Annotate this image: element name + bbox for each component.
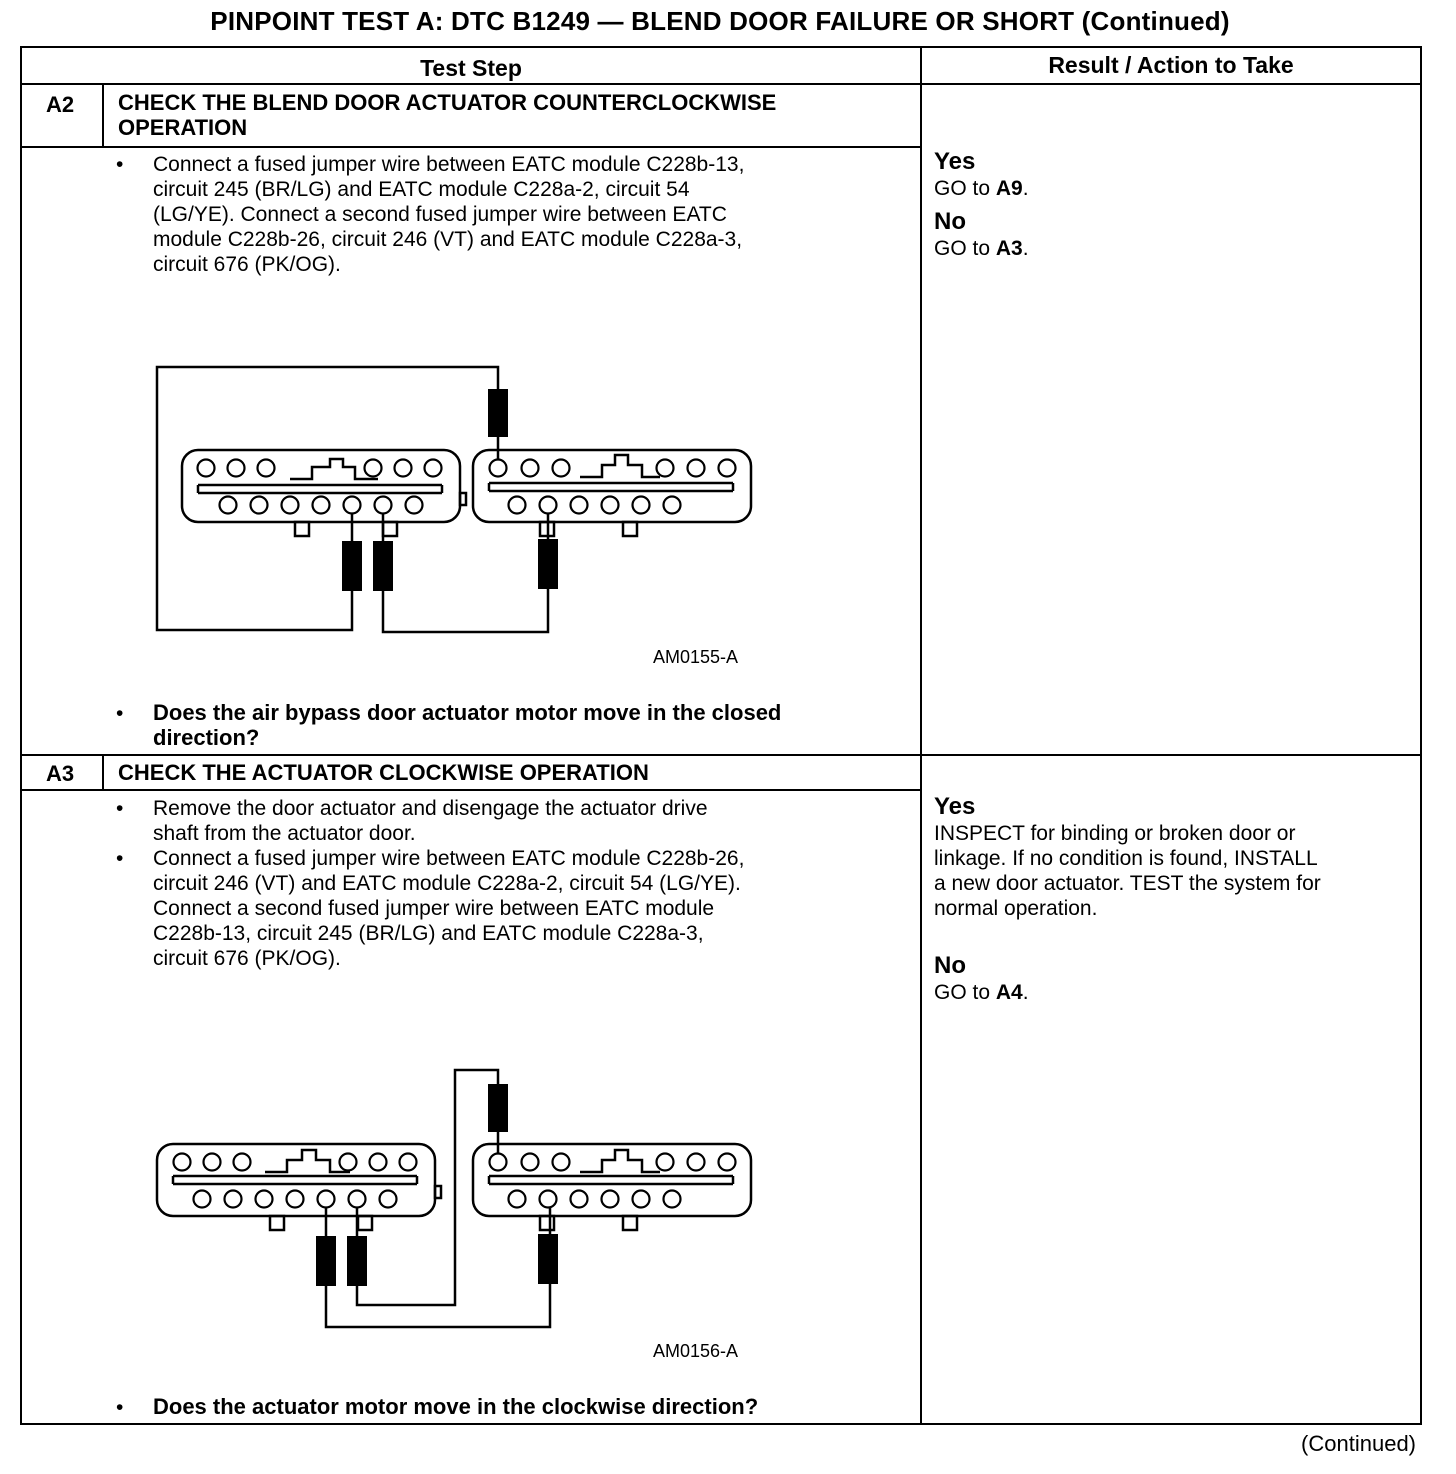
result-a3-yes: Yes INSPECT for binding or broken door or linkage. If no condition is found, INSTALL a new door actuator. TEST the system for normal operation.: [934, 793, 1321, 920]
header-result: Result / Action to Take: [1048, 52, 1294, 78]
column-divider: [920, 46, 922, 1425]
instruction-a3-1: Remove the door actuator and disengage the actuator drive shaft from the actuator door.: [153, 797, 708, 845]
page-title: PINPOINT TEST A: DTC B1249 — BLEND DOOR FAILURE OR SHORT (Continued): [210, 6, 1230, 36]
instruction-a2: Connect a fused jumper wire between EATC module C228b-13, circuit 245 (BR/LG) and EATC module C228a-2, circuit 54 (LG/YE). Connect a second fused jumper wire between EATC module C228b-26, circuit 246 (VT) and EATC module C228a-3, circuit 676 (PK/OG).: [153, 153, 745, 276]
step-title-a3: CHECK THE ACTUATOR CLOCKWISE OPERATION: [118, 760, 649, 785]
table-border-top: [20, 46, 1422, 48]
table-border-left: [20, 46, 22, 1425]
continued-note: (Continued): [1301, 1431, 1416, 1456]
bullet: •: [116, 847, 124, 870]
figure-label-a3: AM0156-A: [653, 1341, 739, 1361]
result-a2-yes: Yes GO to A9.: [934, 148, 1029, 200]
step-divider: [20, 754, 1422, 756]
step-id-a2: A2: [46, 92, 75, 117]
table-border-bottom: [20, 1423, 1422, 1425]
connector-diagram-a3: [140, 1060, 780, 1350]
bullet: •: [116, 153, 124, 176]
a3-id-divider: [102, 754, 104, 791]
header-divider: [20, 83, 1422, 85]
table-border-right: [1420, 46, 1422, 1425]
step-id-a3: A3: [46, 761, 75, 786]
result-a2-no: No GO to A3.: [934, 208, 1029, 260]
bullet: •: [116, 797, 124, 820]
a3-title-divider: [20, 789, 922, 791]
a2-id-divider: [102, 83, 104, 148]
bullet: •: [116, 1396, 124, 1419]
header-test-step: Test Step: [420, 55, 522, 81]
result-a3-no: No GO to A4.: [934, 952, 1029, 1004]
step-title-a2: CHECK THE BLEND DOOR ACTUATOR COUNTERCLOCKWISE OPERATION: [118, 90, 777, 140]
question-a3: Does the actuator motor move in the clockwise direction?: [153, 1394, 759, 1419]
instruction-a3-2: Connect a fused jumper wire between EATC module C228b-26, circuit 246 (VT) and EATC module C228a-2, circuit 54 (LG/YE). Connect a second fused jumper wire between EATC module C228b-13, circuit 245 (BR/LG) and EATC module C228a-3, circuit 676 (PK/OG).: [153, 847, 745, 970]
question-a2: Does the air bypass door actuator motor move in the closed direction?: [153, 700, 782, 750]
figure-label-a2: AM0155-A: [653, 647, 739, 667]
a2-title-divider: [20, 146, 922, 148]
bullet: •: [116, 702, 124, 725]
connector-diagram-a2: [140, 355, 780, 675]
